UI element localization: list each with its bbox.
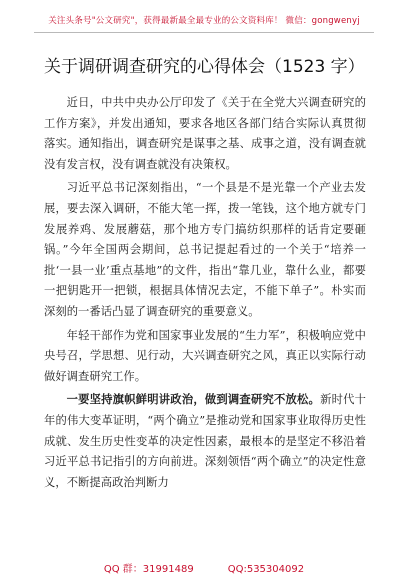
document-title: 关于调研调查研究的心得体会（1523 字） (44, 57, 365, 77)
paragraph-3-text: 年轻干部作为党和国家事业发展的“生力军”，积极响应党中央号召，学思想、见行动，大兴调查研究之风，真正以实际行动做好调查研究工作。 (44, 328, 366, 383)
header-divider (34, 32, 374, 33)
paragraph-2 (44, 178, 366, 322)
paragraph-4-text: 新时代十年的伟大变革证明，“两个确立”是推动党和国家事业取得历史性成就、发生历史性变革的决定性因素，最根本的是坚定不移沿着习近平总书记指引的方向前进。深刻领悟“两个确立”的决定性意义，不断提高政治判断力 (44, 393, 366, 489)
footer-qq-number: QQ:535304092 (227, 564, 305, 575)
footer-qq-group: QQ 群：31991489 (103, 564, 194, 575)
paragraph-2-text: 习近平总书记深刻指出，“一个县是不是光靠一个产业去发展，要去深入调研，不能大笔一挥，拨一笔钱，这个地方就专门发展养鸡、发展蘑菇，那个地方专门搞纺织那样的话肯定要砸锅。”今年全国两会期间，总书记提起看过的一个关于“培养一批‘一县一业’重点基地”的文件，指出“靠几业，靠什么业，都要一把钥匙开一把锁，根据具体情况去定，不能下单子”。朴实而深刻的一番话凸显了调查研究的重要意义。 (44, 181, 366, 318)
paragraph-1 (44, 93, 366, 175)
paragraph-1-text: 近日，中共中央办公厅印发了《关于在全党大兴调查研究的工作方案》，并发出通知，要求各地区各部门结合实际认真贯彻落实。通知指出，调查研究是谋事之基、成事之道，没有调查就没有发言权，没有调查就没有决策权。 (44, 96, 366, 171)
footer-contacts (0, 560, 408, 575)
header-notice: 关注头条号"公文研究"，获得最新最全最专业的公文资料库！ 微信：gongwenyj (48, 16, 360, 26)
paragraph-3 (44, 326, 366, 388)
paragraph-4 (44, 390, 366, 493)
paragraph-4-lead: 一要坚持旗帜鲜明讲政治，做到调查研究不放松。 (66, 393, 321, 407)
document-body (44, 93, 366, 493)
